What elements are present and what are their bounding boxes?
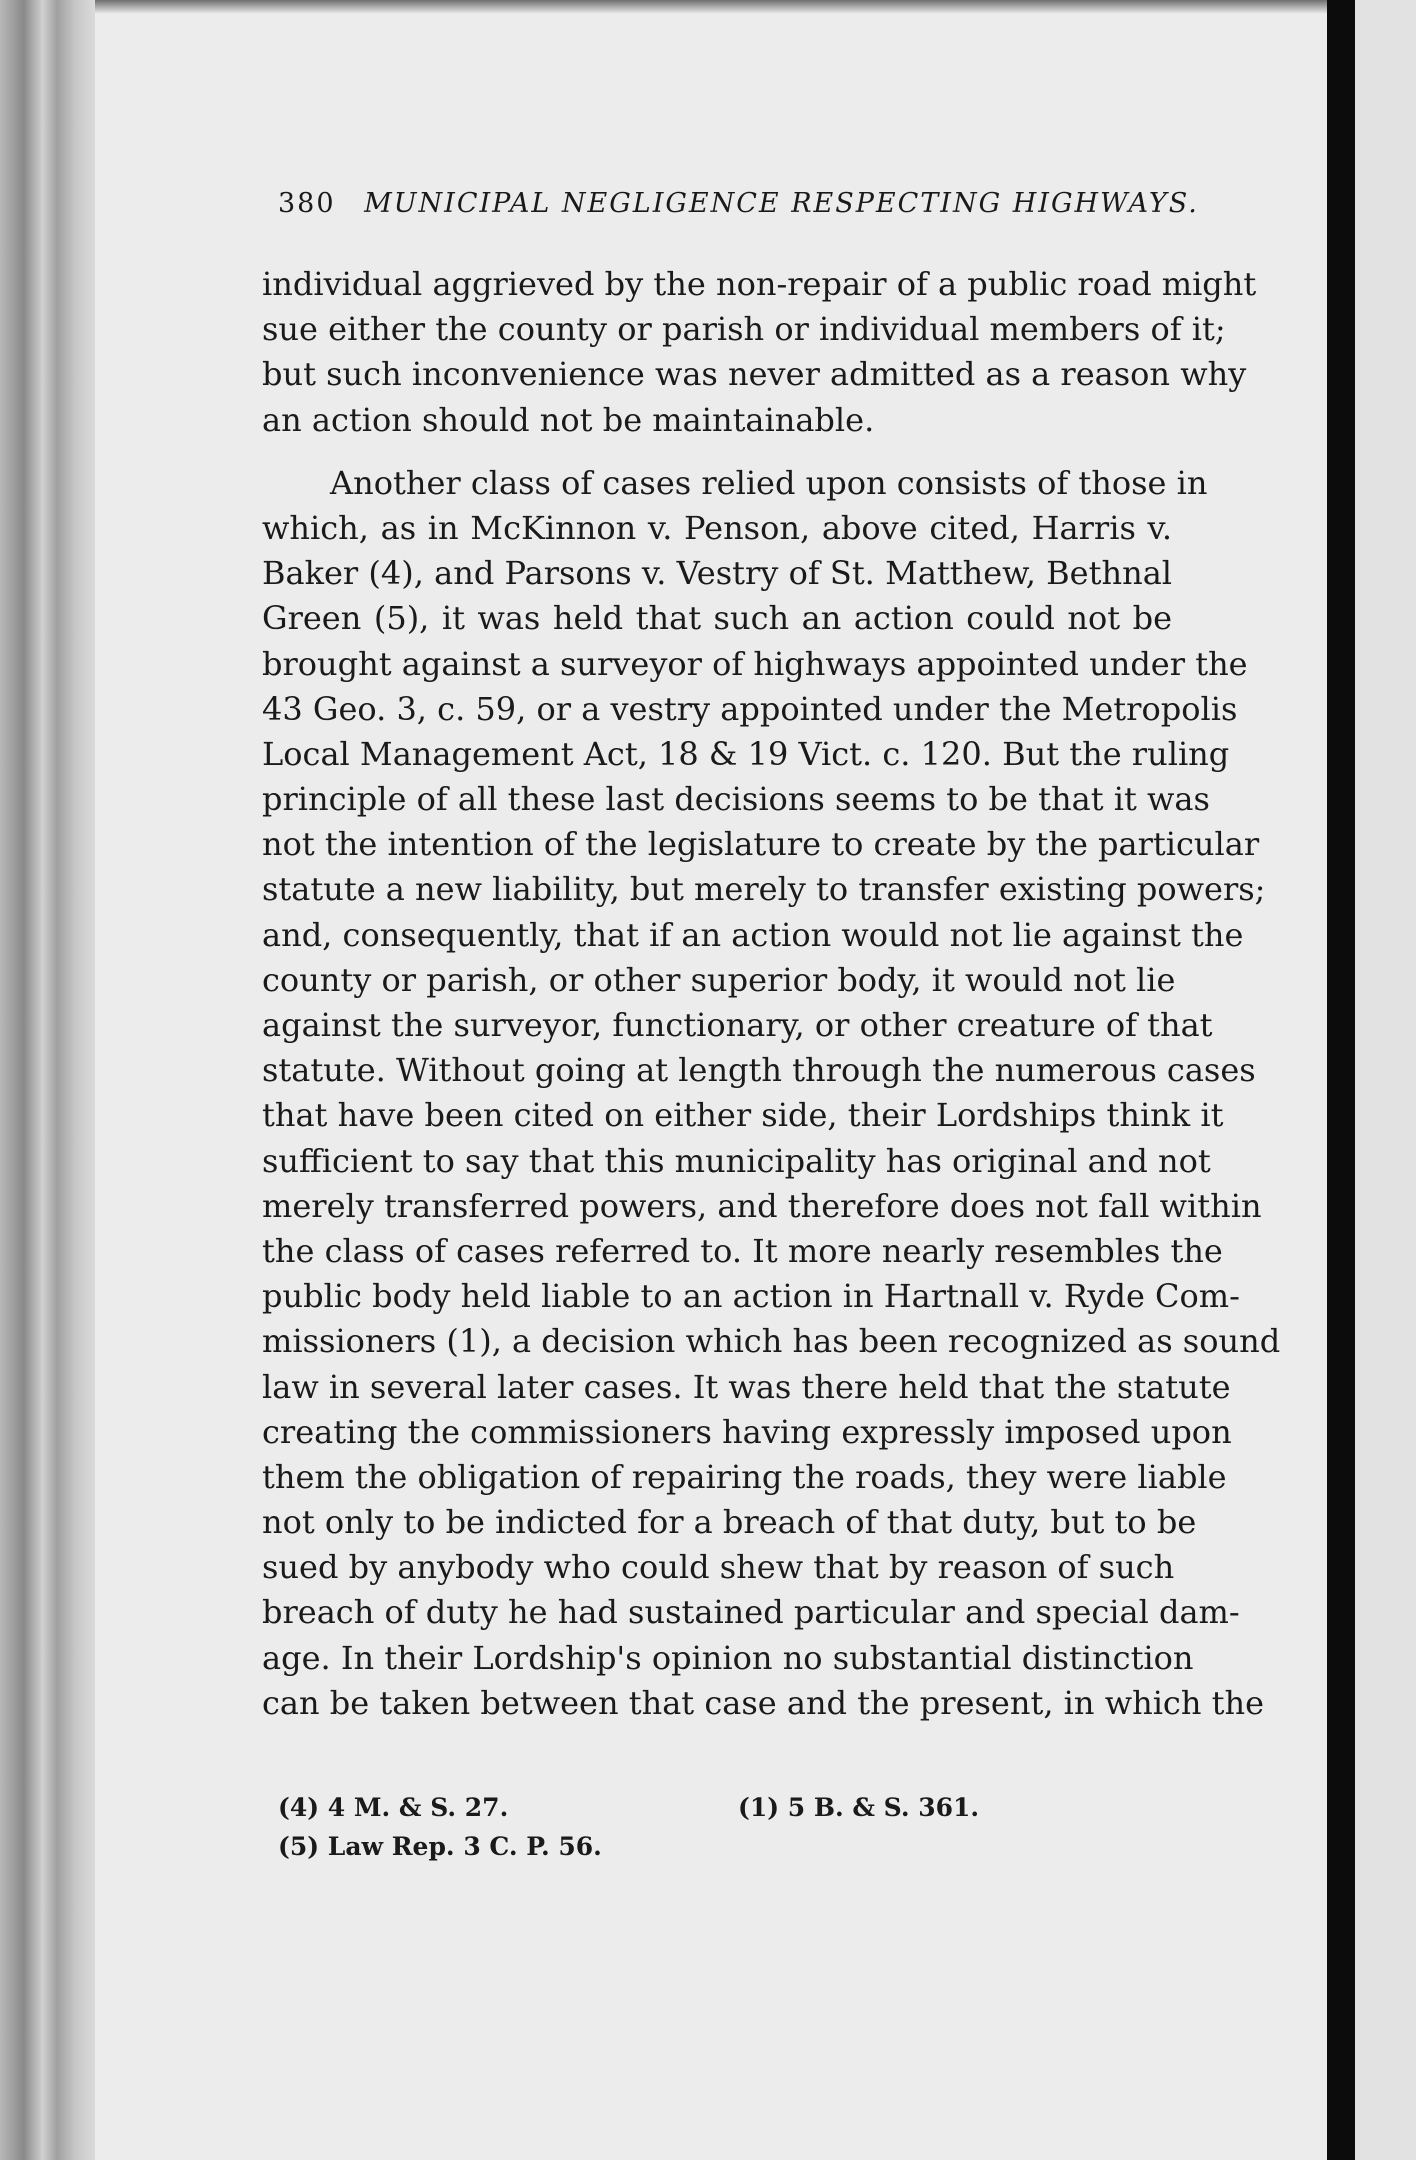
text-line: the class of cases referred to. It more nearly resembles the <box>262 1231 1223 1270</box>
text-line: brought against a surveyor of highways appointed under the <box>262 644 1248 683</box>
text-line: public body held liable to an action in Hartnall v. Ryde Com- <box>262 1277 1240 1316</box>
text-line: them the obligation of repairing the roads, they were liable <box>262 1457 1227 1496</box>
text-line: age. In their Lordship's opinion no substantial distinction <box>262 1638 1194 1677</box>
text-line: Local Management Act, 18 & 19 Vict. c. 120. But the ruling <box>262 734 1230 773</box>
text-line: which, as in McKinnon v. Penson, above cited, Harris v. <box>262 508 1172 547</box>
text-line: not the intention of the legislature to create by the particular <box>262 825 1260 864</box>
footnote-1: (1) 5 B. & S. 361. <box>738 1793 980 1822</box>
page-edge-shadow <box>1327 0 1355 2160</box>
text-line: Another class of cases relied upon consists of those in <box>330 463 1208 502</box>
text-line: merely transferred powers, and therefore does not fall within <box>262 1186 1262 1225</box>
paragraph-1 <box>262 262 1257 443</box>
text-line: Baker (4), and Parsons v. Vestry of St. Matthew, Bethnal <box>262 554 1172 593</box>
text-line: against the surveyor, functionary, or other creature of that <box>262 1006 1213 1044</box>
text-line: creating the commissioners having expressly imposed upon <box>262 1412 1232 1451</box>
text-line: not only to be indicted for a breach of that duty, but to be <box>262 1503 1197 1542</box>
facing-page-sliver <box>1355 0 1416 2160</box>
text-line: law in several later cases. It was there held that the statute <box>262 1367 1231 1406</box>
footnotes-left <box>278 1788 602 1866</box>
paragraph-2 <box>262 461 1281 1726</box>
text-line: but such inconvenience was never admitted as a reason why <box>262 355 1247 394</box>
body-text <box>262 262 1281 1726</box>
page-number: 380 <box>278 188 336 219</box>
running-title: MUNICIPAL NEGLIGENCE RESPECTING HIGHWAYS. <box>364 188 1199 219</box>
text-line: individual aggrieved by the non-repair of a public road might <box>262 265 1257 303</box>
text-line: sufficient to say that this municipality has original and not <box>262 1141 1211 1180</box>
text-line: 43 Geo. 3, c. 59, or a vestry appointed under the Metropolis <box>262 689 1238 728</box>
top-edge-shadow <box>95 0 1327 14</box>
running-head <box>278 188 1199 219</box>
text-line: missioners (1), a decision which has been recognized as sound <box>262 1322 1281 1361</box>
footnote-4: (4) 4 M. & S. 27. <box>278 1793 509 1822</box>
footnotes-right <box>738 1788 979 1827</box>
text-line: statute a new liability, but merely to transfer existing powers; <box>262 870 1266 909</box>
text-line: statute. Without going at length through the numerous cases <box>262 1051 1256 1090</box>
text-line: county or parish, or other superior body, it would not lie <box>262 960 1176 999</box>
text-line: principle of all these last decisions seems to be that it was <box>262 780 1210 819</box>
text-line: Green (5), it was held that such an action could not be <box>262 599 1172 638</box>
text-line: sued by anybody who could shew that by reason of such <box>262 1548 1175 1587</box>
text-line: an action should not be maintainable. <box>262 400 875 439</box>
text-line: sue either the county or parish or individual members of it; <box>262 310 1226 349</box>
text-line: that have been cited on either side, their Lordships think it <box>262 1096 1224 1135</box>
binding-gutter <box>0 0 95 2160</box>
footnote-5: (5) Law Rep. 3 C. P. 56. <box>278 1832 602 1861</box>
text-line: breach of duty he had sustained particular and special dam- <box>262 1593 1240 1632</box>
text-line: can be taken between that case and the present, in which the <box>262 1683 1265 1722</box>
text-line: and, consequently, that if an action would not lie against the <box>262 915 1244 954</box>
